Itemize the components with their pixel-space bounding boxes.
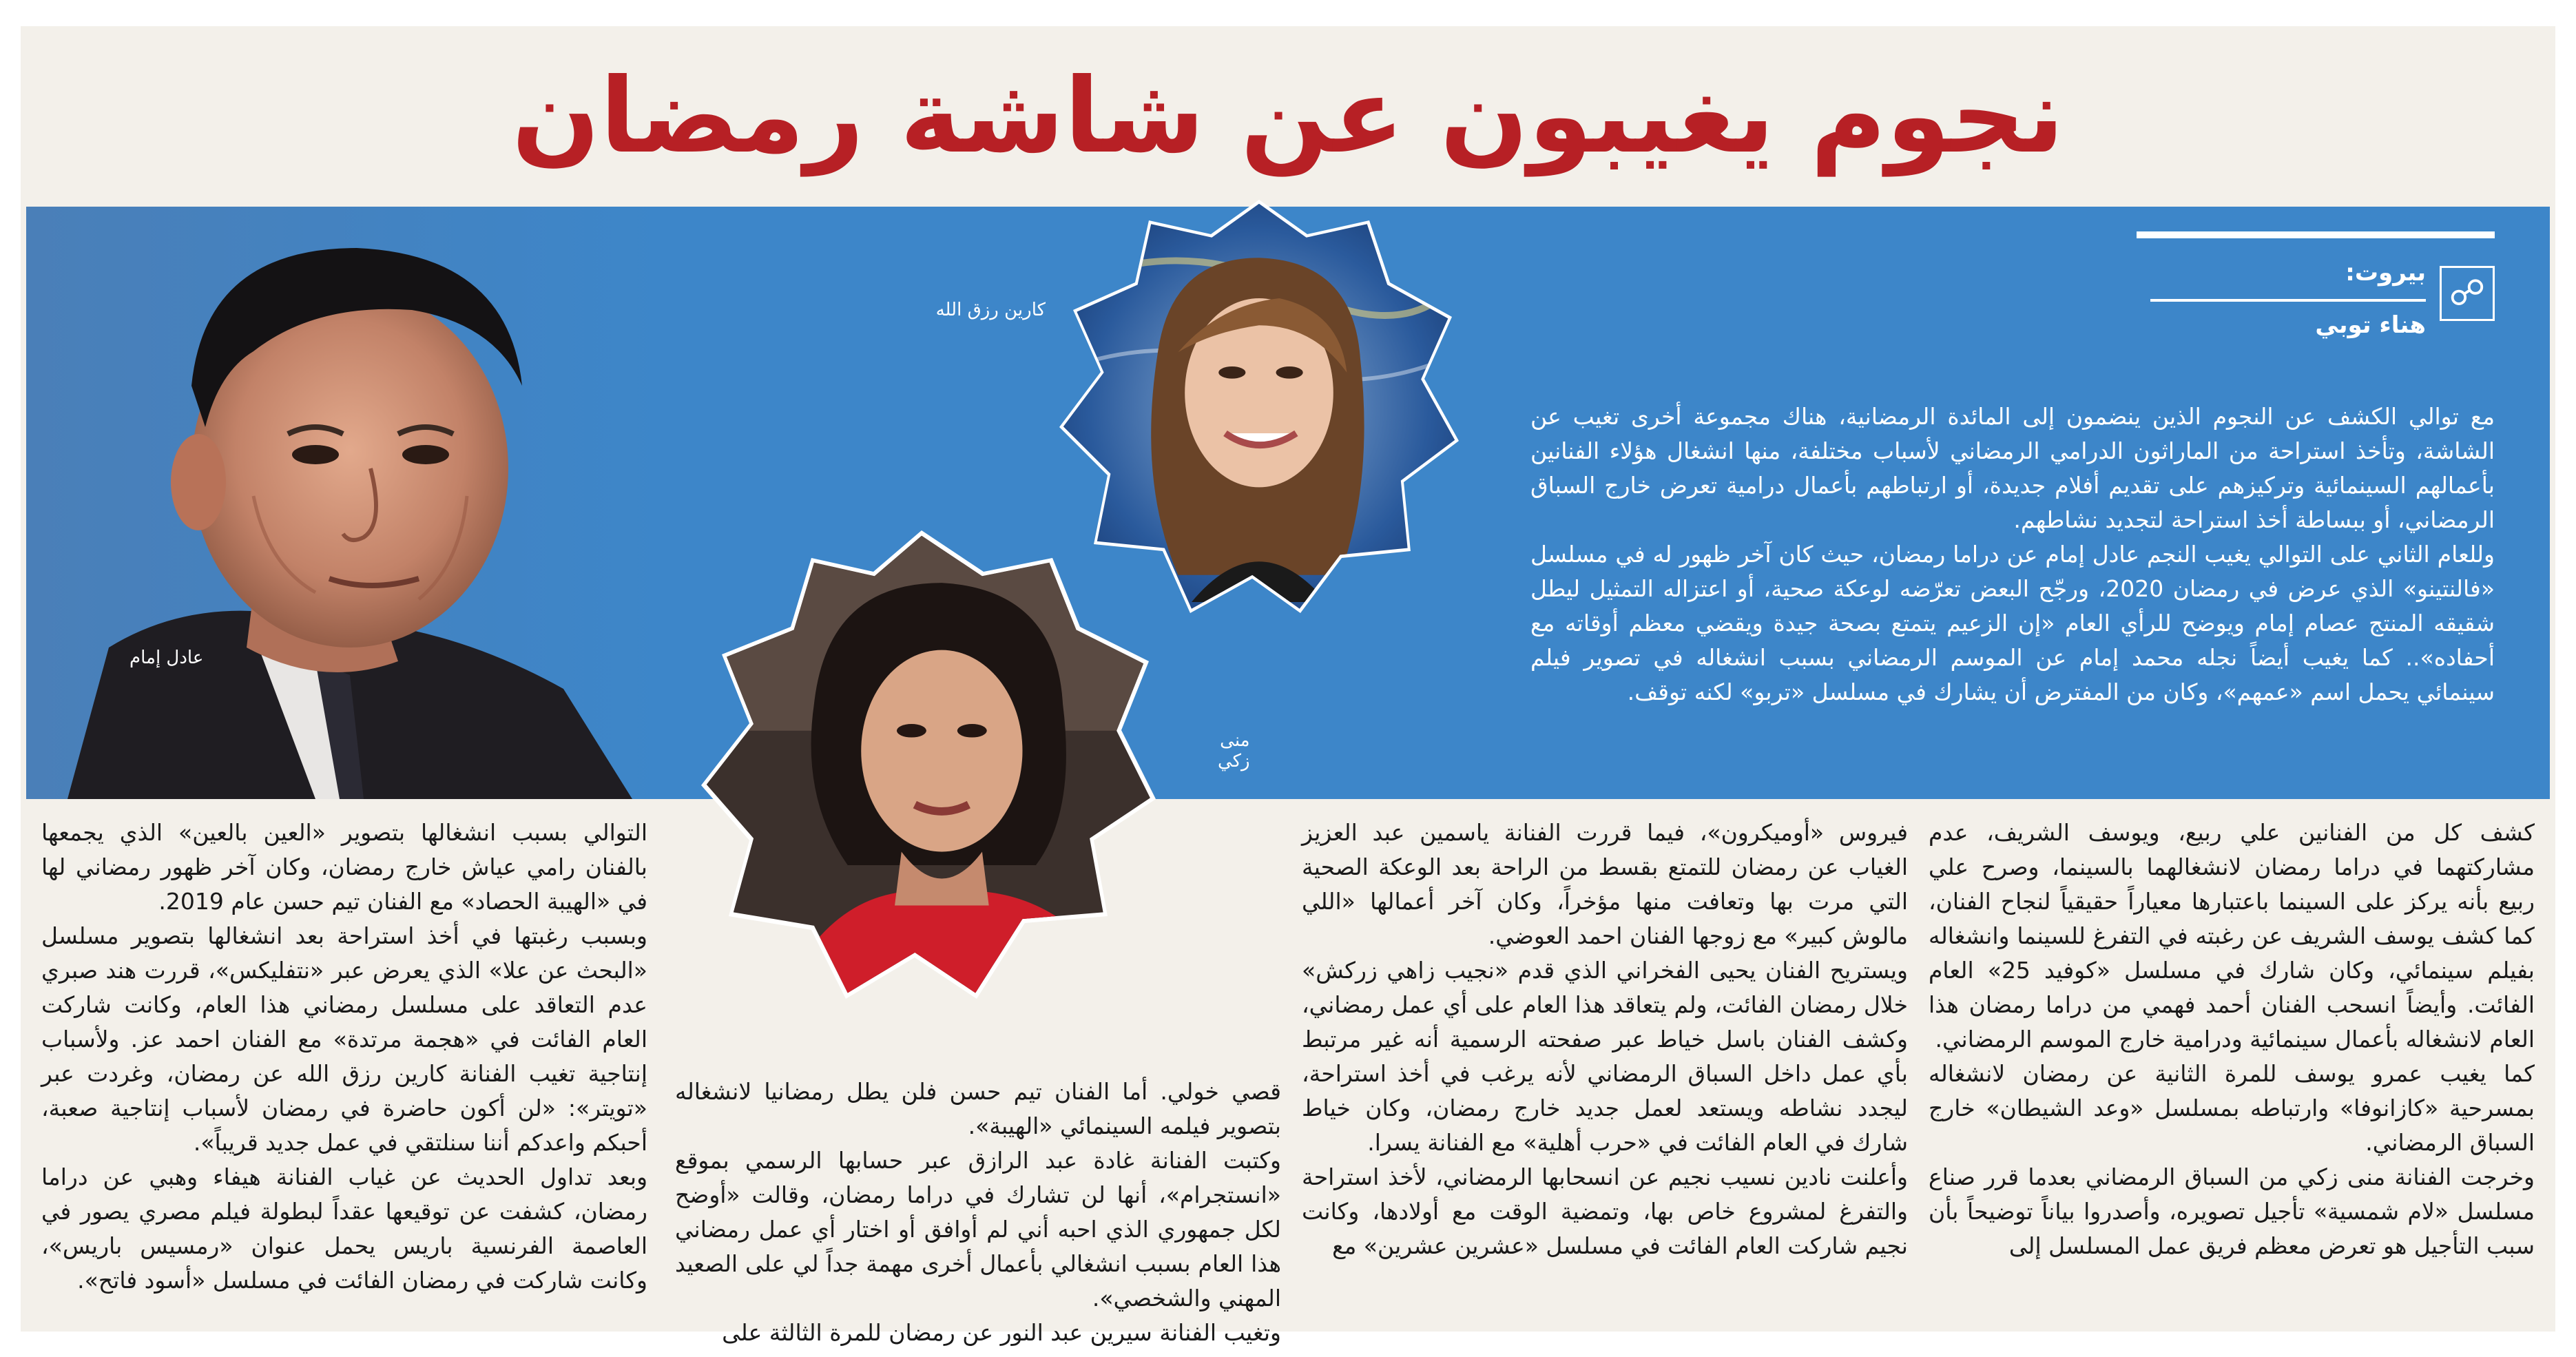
- column-2: [1302, 816, 1908, 1325]
- intro-text: [1530, 400, 2495, 709]
- intro-paragraph: وللعام الثاني على التوالي يغيب النجم عادل إمام عن دراما رمضان، حيث كان آخر ظهور له في مسلسل «فالنتينو» الذي عرض في رمضان 2020، ورجّح البعض تعرّضه لوعكة صحية، أو اعتزاله التمثيل ليطل شقيقه المنتج عصام إمام ويوضح للرأي العام «إن الزعيم يتمتع بصحة جيدة ويقضي معظم أوقاته مع أحفاده».. كما يغيب أيضاً نجله محمد إمام عن الموسم الرمضاني بسبب انشغاله في تصوير فيلم سينمائي يحمل اسم «عمهم»، وكان من المفترض أن يشارك في مسلسل «تربو» لكنه توقف.: [1530, 541, 2495, 705]
- column-paragraph: وبسبب رغبتها في أخذ استراحة بعد انشغالها بتصوير مسلسل «البحث عن علا» الذي يعرض عبر «نتفليكس»، قررت هند صبري عدم التعاقد على مسلسل رمضاني هذا العام، وكانت شاركت العام الفائت في «هجمة مرتدة» مع الفنان احمد عز. ولأسباب إنتاجية تغيب الفنانة كارين رزق الله عن رمضان، وغردت عبر «تويتر»: «لن أكون حاضرة في رمضان لأسباب إنتاجية صعبة، أحبكم واعدكم أننا سنلتقي في عمل جديد قريباً».: [41, 922, 647, 1156]
- byline-bar: [2137, 231, 2495, 238]
- column-paragraph: وبعد تداول الحديث عن غياب الفنانة هيفاء وهبي عن دراما رمضان، كشفت عن توقيعها عقداً لبطولة فيلم مصري يصور في العاصمة الفرنسية باريس يحمل عنوان «رمسيس باريس»، وكانت شاركت في رمضان الفائت في مسلسل «أسود فاتح».: [41, 1163, 647, 1294]
- column-paragraph: التوالي بسبب انشغالها بتصوير «العين بالعين» الذي يجمعها بالفنان رامي عياش خارج رمضان، وكان آخر ظهور رمضاني لها في «الهيبة الحصاد» مع الفنان تيم حسن عام 2019.: [41, 819, 647, 915]
- column-paragraph: وكتبت الفنانة غادة عبد الرازق عبر حسابها الرسمي بموقع «انستجرام»، أنها لن تشارك في دراما رمضان، وقالت «أوضح لكل جمهوري الذي احبه أني لم أوافق أو اختار أي عمل رمضاني هذا العام بسبب انشغالي بأعمال أخرى مهمة جداً لي على الصعيد المهني والشخصي».: [675, 1147, 1281, 1312]
- adel-caption: عادل إمام: [129, 648, 204, 668]
- column-paragraph: كشف كل من الفنانين علي ربيع، ويوسف الشريف، عدم مشاركتهما في دراما رمضان لانشغالهما بالسينما، وصرح علي ربيع بأنه يركز على السينما باعتبارها معياراً حقيقياً لنجاح الفنان، كما كشف يوسف الشريف عن رغبته في التفرغ للسينما وانشغاله بفيلم سينمائي، وكان شارك في مسلسل «كوفيد 25» العام الفائت. وأيضاً انسحب الفنان أحمد فهمي من دراما رمضان هذا العام لانشغاله بأعمال سينمائية ودرامية خارج الموسم الرمضاني.: [1929, 819, 2535, 1053]
- feature-band: [26, 207, 2550, 799]
- column-paragraph: ويستريح الفنان يحيى الفخراني الذي قدم «نجيب زاهي زركش» خلال رمضان الفائت، ولم يتعاقد هذا العام على أي عمل رمضاني، وكشف الفنان باسل خياط عبر صفحته الرسمية أنه غير مرتبط بأي عمل داخل السباق الرمضاني لأنه يرغب في أخذ استراحة، ليجدد نشاطه ويستعد لعمل جديد خارج رمضان، وكان خياط شارك في العام الفائت في «حرب أهلية» مع الفنانة يسرا.: [1302, 957, 1908, 1156]
- column-1: [1929, 816, 2535, 1325]
- column-4: [41, 816, 647, 1325]
- column-paragraph: فيروس «أوميكرون»، فيما قررت الفنانة ياسمين عبد العزيز الغياب عن رمضان للتمتع بقسط من الراحة بعد الوعكة الصحية التي مرت بها وتعافت منها مؤخراً، وكان آخر أعمالها «اللي مالوش كبير» مع زوجها الفنان احمد العوضي.: [1302, 819, 1908, 949]
- byline-author: هناء توبي: [2315, 311, 2426, 339]
- adel-imam-photo: [26, 207, 660, 799]
- column-paragraph: وخرجت الفنانة منى زكي من السباق الرمضاني بعدما قرر صناع مسلسل «لام شمسية» تأجيل تصويره، وأصدروا بياناً توضيحاً بأن سبب التأجيل هو تعرض معظم فريق عمل المسلسل إلى: [1929, 1163, 2535, 1259]
- karine-caption: كارين رزق الله: [935, 300, 1046, 320]
- byline-divider: [2150, 299, 2426, 302]
- byline: [2137, 231, 2495, 362]
- headline: نجوم يغيبون عن شاشة رمضان: [512, 56, 2064, 176]
- column-3: [675, 1075, 1281, 1346]
- globe-logo-icon: ☍: [2440, 266, 2495, 321]
- column-paragraph: وتغيب الفنانة سيرين عبد النور عن رمضان للمرة الثالثة على: [722, 1319, 1281, 1346]
- newspaper-page: [21, 26, 2555, 1346]
- intro-paragraph: مع توالي الكشف عن النجوم الذين ينضمون إلى المائدة الرمضانية، هناك مجموعة أخرى تغيب عن الشاشة، وتأخذ استراحة من الماراثون الدرامي الرمضاني لأسباب مختلفة، منها انشغال هؤلاء الفنانين بأعمالهم السينمائية وتركيزهم على تقديم أفلام جديدة، أو ارتباطهم بأعمال درامية تعرض خارج السباق الرمضاني، أو ببساطة أخذ استراحة لتجديد نشاطهم.: [1530, 403, 2495, 533]
- column-paragraph: كما يغيب عمرو يوسف للمرة الثانية عن رمضان لانشغاله بمسرحية «كازانوفا» وارتباطه بمسلسل «وعد الشيطان» خارج السباق الرمضاني.: [1929, 1060, 2535, 1156]
- mona-caption: منى زكي: [1218, 730, 1250, 771]
- article-columns: [21, 799, 2555, 1346]
- column-paragraph: وأعلنت نادين نسيب نجيم عن انسحابها الرمضاني، لأخذ استراحة والتفرغ لمشروع خاص بها، وتمضية الوقت مع أولادها، وكانت نجيم شاركت العام الفائت في مسلسل «عشرين عشرين» مع: [1302, 1163, 1908, 1259]
- byline-city: بيروت:: [2345, 259, 2426, 287]
- column-paragraph: قصي خولي. أما الفنان تيم حسن فلن يطل رمضانيا لانشغاله بتصوير فيلمه السينمائي «الهيبة».: [675, 1078, 1281, 1139]
